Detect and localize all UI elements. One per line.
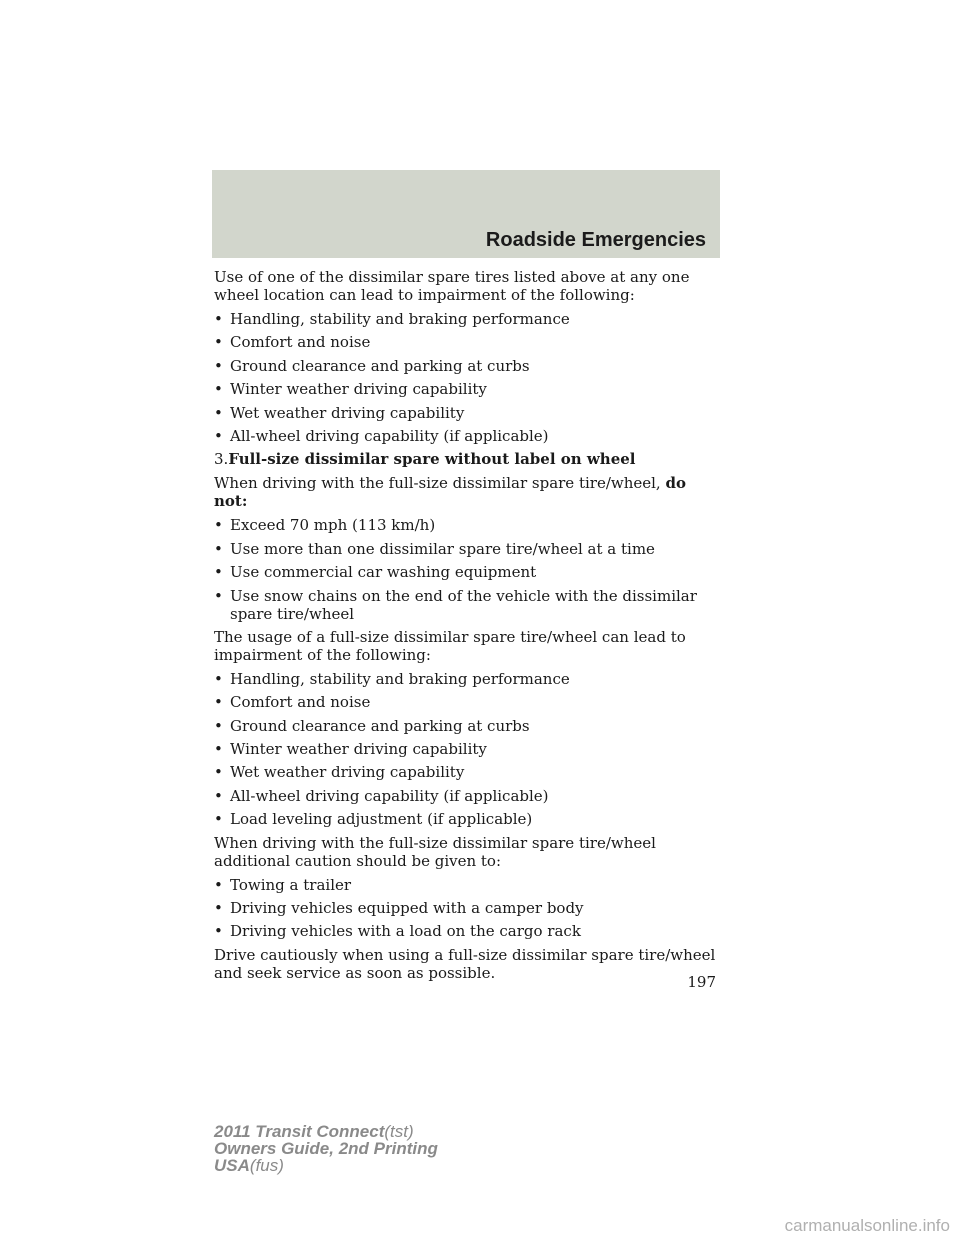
item-number: 3. [214,450,229,469]
bullet-icon: • [214,426,223,445]
list-item: • All-wheel driving capability (if applicable) [214,786,549,805]
list-item: • Towing a trailer [214,875,352,894]
list-item: • Handling, stability and braking performance [214,669,570,688]
driving-intro-paragraph: When driving with the full-size dissimilar spare tire/wheel, do not: [214,474,686,511]
bullet-icon: • [214,516,223,535]
list-item: • Ground clearance and parking at curbs [214,716,530,735]
bullet-icon: • [214,899,223,918]
restriction-list [214,516,724,622]
bullet-icon: • [214,693,223,712]
list-item: • Driving vehicles with a load on the cargo rack [214,922,581,941]
bullet-icon: • [214,763,223,782]
list-item: • Driving vehicles equipped with a camper body [214,899,584,918]
list-item: • Use commercial car washing equipment [214,563,537,582]
section-title: Roadside Emergencies [485,229,706,251]
list-item: • Comfort and noise [214,693,371,712]
list-item: • All-wheel driving capability (if applicable) [214,426,549,445]
bullet-icon: • [214,539,223,558]
page-content [214,268,724,988]
document-footer [214,1123,438,1174]
usage-paragraph: The usage of a full-size dissimilar spare tire/wheel can lead to impairment of the following: [214,627,686,664]
bullet-icon: • [214,586,223,605]
bullet-icon: • [214,380,223,399]
list-item: • Ground clearance and parking at curbs [214,356,530,375]
list-item: • Winter weather driving capability [214,740,487,759]
closing-paragraph: Drive cautiously when using a full-size dissimilar spare tire/wheel and seek service as soon as possible. [214,945,716,982]
bullet-icon: • [214,810,223,829]
bullet-icon: • [214,356,223,375]
footer-line-1: 2011 Transit Connect(tst) [214,1122,414,1141]
impairment-list [214,310,724,445]
footer-line-2: Owners Guide, 2nd Printing [214,1139,438,1158]
list-item: • Wet weather driving capability [214,403,465,422]
list-item: • Load leveling adjustment (if applicable) [214,810,533,829]
intro-paragraph: Use of one of the dissimilar spare tires listed above at any one wheel location can lead to impairment of the following: [214,268,690,304]
footer-line-3: USA(fus) [214,1156,284,1175]
do-not-label: do not: [214,474,686,511]
section-header-band [212,170,720,258]
bullet-icon: • [214,786,223,805]
list-item: • Exceed 70 mph (113 km/h) [214,516,436,535]
watermark: carmanualsonline.info [784,1216,950,1235]
bullet-icon: • [214,669,223,688]
bullet-icon: • [214,922,223,941]
bullet-icon: • [214,333,223,352]
list-item: • Use snow chains on the end of the vehicle with the dissimilar spare tire/wheel [214,586,697,623]
caution-list [214,876,724,941]
bullet-icon: • [214,563,223,582]
list-item: • Handling, stability and braking performance [214,310,570,328]
usage-impairment-list [214,670,724,828]
bullet-icon: • [214,716,223,735]
bullet-icon: • [214,740,223,759]
list-item: • Comfort and noise [214,333,371,352]
bullet-icon: • [214,310,223,328]
bullet-icon: • [214,875,223,894]
numbered-heading [214,450,724,468]
list-item: • Use more than one dissimilar spare tire/wheel at a time [214,539,655,558]
item-title: Full-size dissimilar spare without label on wheel [228,450,636,469]
list-item: • Wet weather driving capability [214,763,465,782]
page-number: 197 [687,973,716,991]
bullet-icon: • [214,403,223,422]
list-item: • Winter weather driving capability [214,380,487,399]
caution-paragraph: When driving with the full-size dissimilar spare tire/wheel additional caution should be given to: [214,833,656,870]
